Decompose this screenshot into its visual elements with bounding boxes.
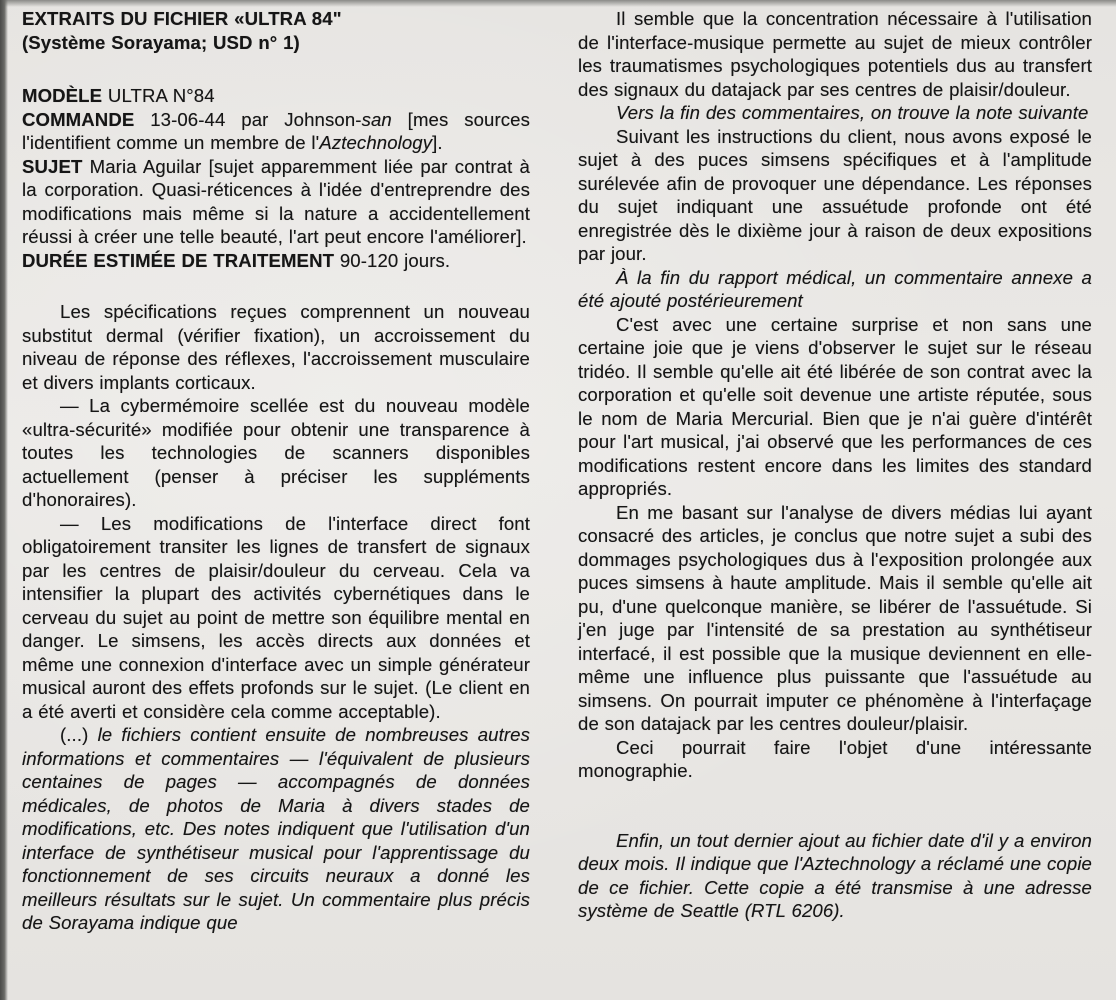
text-run: Aztechnology <box>319 132 433 153</box>
text-run: 90-120 jours. <box>334 249 451 271</box>
text-run: Maria Aguilar [sujet apparemment liée par contrat à la corporation. Quasi-réticences à l'idée d'entreprendre des modifications mais même si la nature a accidentellement réussi à créer une telle beauté, l'art peut encore l'améliorer]. <box>22 155 530 247</box>
text-run: En me basant sur l'analyse de divers médias lui ayant consacré des articles, je conclus que notre sujet a subi des dommages psychologiques dus à l'exposition prolongée aux puces simsens à haute amplitude. Mais il semble qu'elle ait pu, d'une quelconque manière, se libérer de l'assuétude. Si j'en juge par l'intensité de sa prestation au synthétiseur interfacé, il est possible que la musique deviennent en elle-même une influence plus puissante que l'assuétude au simsens. On pourrait imputer ce phénomène à l'interfaçage de son datajack par les centres douleur/plaisir. <box>578 501 1092 734</box>
field-modele <box>22 84 530 108</box>
paragraph-interface-direct <box>22 512 530 724</box>
text-run: (Système Sorayama; USD n° 1) <box>22 31 300 53</box>
paragraph-rapport-medical-intro <box>578 266 1092 313</box>
paragraph-monographie <box>578 736 1092 783</box>
text-run: ULTRA N°84 <box>102 85 215 106</box>
text-run: le fichiers contient ensuite de nombreuses autres informations et commentaires — l'équivalent de plusieurs centaines de pages — accompagnés de données médicales, de photos de Maria à divers stades de modifications, etc. Des notes indiquent que l'utilisation d'un interface de synthétiseur musical pour l'apprentissage du fonctionnement de ses circuits neuraux a donné les meilleurs résultats sur le sujet. Un commentaire plus précis de Sorayama indique que <box>22 724 530 933</box>
field-sujet <box>22 155 530 249</box>
text-run: Suivant les instructions du client, nous avons exposé le sujet à des puces simsens spécifiques et à l'amplitude surélevée afin de provoquer une dépendance. Les réponses du sujet indiquant une assuétude profonde ont été enregistrée dès le dixième jour à raison de deux expositions par jour. <box>578 125 1092 264</box>
field-duree <box>22 249 530 273</box>
paragraph-specifications <box>22 300 530 394</box>
text-run: EXTRAITS DU FICHIER «ULTRA 84" <box>22 8 342 29</box>
paragraph-note-intro <box>578 101 1092 125</box>
text-run: ]. <box>432 132 443 153</box>
text-run: [mes sources l'identifient comme un membre de l' <box>22 108 531 153</box>
text-run: SUJET <box>22 155 83 177</box>
text-run: Il semble que la concentration nécessaire à l'utilisation de l'interface-musique permette au sujet de mieux contrôler les traumatismes psychologiques potentiels dus au transfert des signaux du datajack par ses centres de plaisir/douleur. <box>578 8 1092 100</box>
right-column <box>578 7 1092 1000</box>
field-commande <box>22 108 530 155</box>
text-run: — La cybermémoire scellée est du nouveau modèle «ultra-sécurité» modifiée pour obtenir une transparence à toutes les technologies de scanners disponibles actuellement (penser à préciser les suppléments d'honoraires). <box>22 395 530 510</box>
text-run: À la fin du rapport médical, un commentaire annexe a été ajouté postérieurement <box>578 266 1092 311</box>
text-run: Vers la fin des commentaires, on trouve la note suivante <box>616 102 1089 123</box>
text-run: (...) <box>60 724 98 745</box>
paragraph-analyse-medias <box>578 501 1092 736</box>
text-run: MODÈLE <box>22 85 103 106</box>
paragraph-fichier-commentaire <box>22 723 530 935</box>
text-run: COMMANDE <box>22 108 135 130</box>
text-run: 13-06-44 par Johnson- <box>134 108 362 130</box>
text-run: Ceci pourrait faire l'objet d'une intéressante monographie. <box>578 736 1092 781</box>
text-run: DURÉE ESTIMÉE DE TRAITEMENT <box>22 249 335 271</box>
document-title <box>22 7 530 31</box>
text-run: C'est avec une certaine surprise et non sans une certaine joie que je viens d'observer le sujet sur le réseau tridéo. Il semble qu'elle ait été libérée de son contrat avec la corporation et qu'elle soit devenue une artiste réputée, sous le nom de Maria Mercurial. Bien que je n'ai guère d'intérêt pour l'art musical, j'ai observé que les performances de ces modifications restent encore dans les limites des standard appropriés. <box>578 313 1092 499</box>
paragraph-cybermemoire <box>22 394 530 512</box>
left-column <box>22 7 530 1000</box>
text-run: san <box>361 108 392 130</box>
paragraph-surprise <box>578 313 1092 501</box>
paragraph-concentration <box>578 7 1092 101</box>
document-subtitle <box>22 31 530 55</box>
text-run: Enfin, un tout dernier ajout au fichier date d'il y a environ deux mois. Il indique que l'Aztechnology a réclamé une copie de ce fichier. Cette copie a été transmise à une adresse système de Seattle (RTL 6206). <box>578 829 1092 921</box>
paragraph-instructions-client <box>578 125 1092 266</box>
text-run: — Les modifications de l'interface direct font obligatoirement transiter les lignes de transfert de signaux par les centres de plaisir/douleur du cerveau. Cela va intensifier la plupart des activités cybernétiques dans le cerveau du sujet au point de mettre son équilibre mental en danger. Le simsens, les accès directs aux données et même une connexion d'interface avec un simple générateur musical auront des effets profonds sur le sujet. (Le client en a été averti et considère cela comme acceptable). <box>22 512 530 722</box>
text-run: Les spécifications reçues comprennent un nouveau substitut dermal (vérifier fixation), un accroissement du niveau de réponse des réflexes, l'accroissement musculaire et divers implants corticaux. <box>22 301 530 393</box>
paragraph-dernier-ajout <box>578 829 1092 923</box>
